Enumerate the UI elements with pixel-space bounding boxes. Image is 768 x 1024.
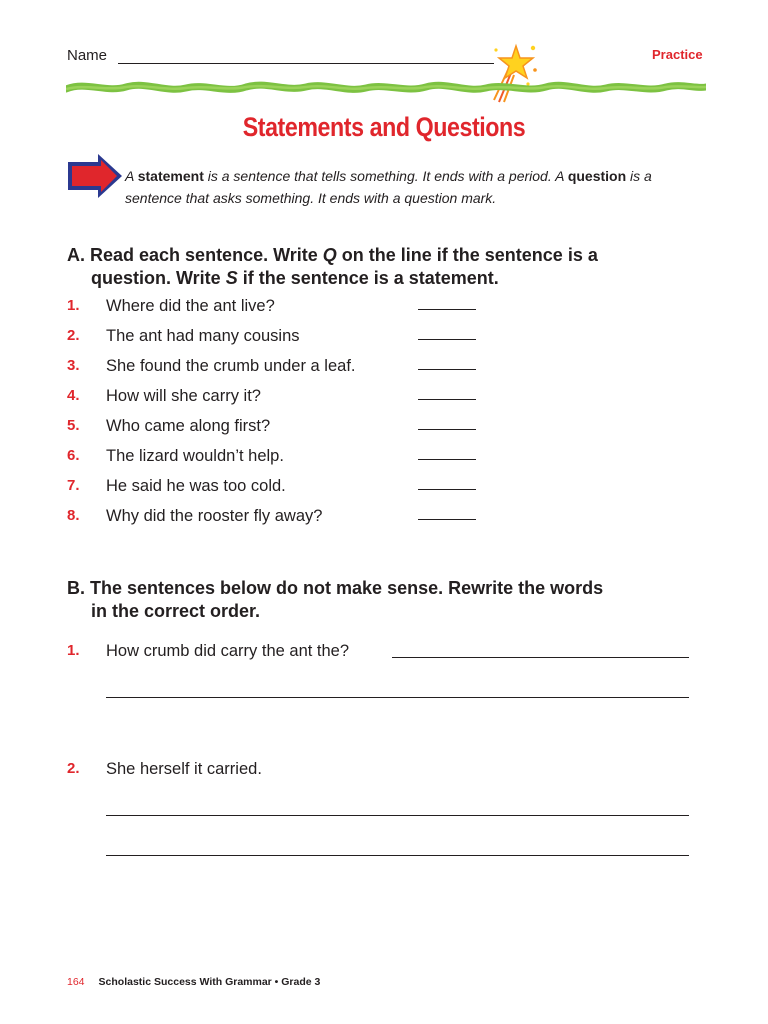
answer-line[interactable] — [418, 489, 476, 490]
green-decorative-strip — [66, 75, 706, 101]
book-title: Scholastic Success With Grammar • Grade 3 — [98, 976, 321, 988]
term-question: question — [567, 168, 627, 184]
answer-line[interactable] — [418, 339, 476, 340]
rewrite-line[interactable] — [392, 657, 689, 658]
name-write-line[interactable] — [118, 63, 494, 64]
answer-line[interactable] — [418, 429, 476, 430]
answer-line[interactable] — [418, 369, 476, 370]
rewrite-line[interactable] — [106, 855, 689, 856]
section-b-heading: B. The sentences below do not make sense. Rewrite the words in the correct order. — [67, 578, 604, 621]
rewrite-line[interactable] — [106, 697, 689, 698]
term-statement: statement — [137, 168, 204, 184]
section-a-heading: A. Read each sentence. Write Q on the line if the sentence is a question. Write S if the sentence is a statement. — [67, 245, 598, 288]
definition-text: A statement is a sentence that tells something. It ends with a period. A question is a sentence that asks something. It ends with a question mark. — [125, 168, 652, 206]
page-footer — [67, 976, 320, 988]
answer-line[interactable] — [418, 309, 476, 310]
rewrite-line[interactable] — [106, 815, 689, 816]
page-number: 164 — [67, 976, 85, 988]
page-title: Statements and Questions — [242, 112, 526, 142]
answer-line[interactable] — [418, 399, 476, 400]
practice-label: Practice — [652, 47, 703, 62]
red-arrow-icon — [64, 152, 124, 200]
answer-line[interactable] — [418, 459, 476, 460]
name-label: Name — [67, 47, 108, 64]
answer-line[interactable] — [418, 519, 476, 520]
